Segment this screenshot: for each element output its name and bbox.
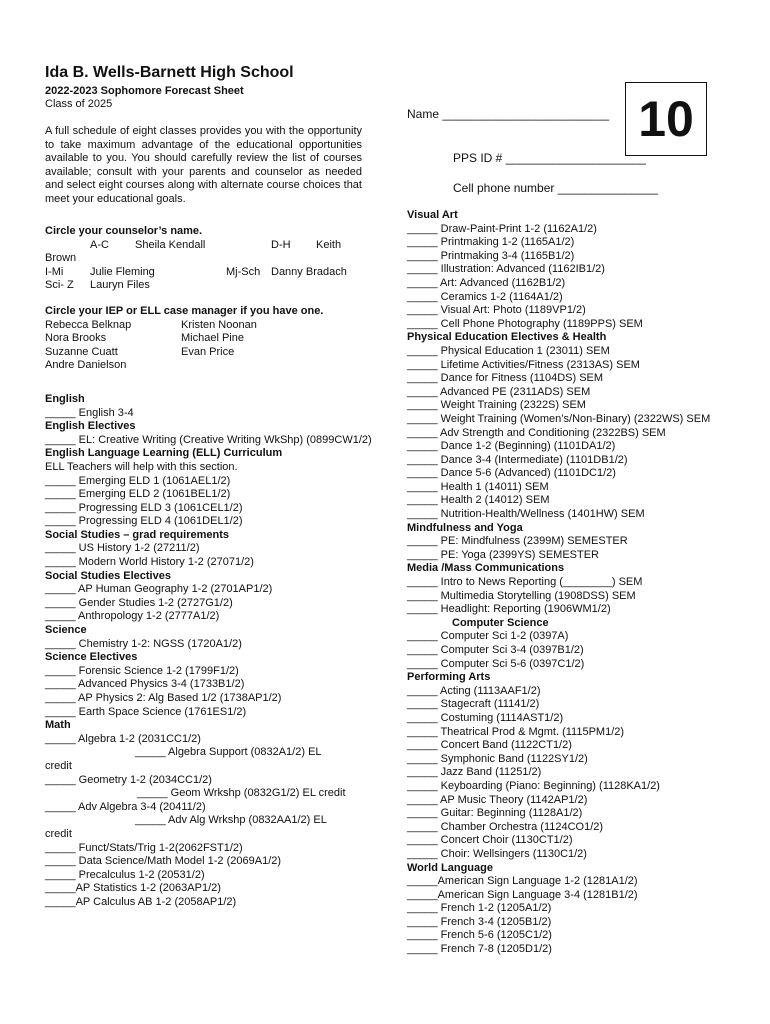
course-option[interactable]: _____ Dance 5-6 (Advanced) (1101DC1/2): [407, 467, 616, 480]
course-option[interactable]: _____ Costuming (1114AST1/2): [407, 711, 564, 724]
course-option[interactable]: _____ Data Science/Math Model 1-2 (2069A1/2): [45, 855, 282, 868]
course-option[interactable]: _____ Geom Wrkshp (0832G1/2) EL credit: [137, 787, 346, 800]
course-option[interactable]: _____ Algebra Support (0832A1/2) EL: [135, 746, 322, 759]
course-option[interactable]: _____ EL: Creative Writing (Creative Writing WkShp) (0899CW1/2): [45, 433, 372, 446]
course-option[interactable]: _____ French 5-6 (1205C1/2): [407, 929, 552, 942]
right-course-list: [407, 209, 737, 957]
course-option[interactable]: _____AP Calculus AB 1-2 (2058AP1/2): [45, 895, 237, 908]
course-option[interactable]: _____ Jazz Band (11251/2): [407, 766, 542, 779]
counselor-range: D-H: [271, 238, 291, 251]
section-heading: Media /Mass Communications: [407, 562, 565, 575]
course-option[interactable]: _____ Illustration: Advanced (1162IB1/2): [407, 263, 605, 276]
iep-row[interactable]: [45, 346, 390, 360]
case-manager-name[interactable]: Andre Danielson: [45, 359, 127, 372]
section-heading: Social Studies Electives: [45, 569, 171, 582]
course-option[interactable]: _____ Advanced Physics 3-4 (1733B1/2): [45, 678, 245, 691]
case-manager-name[interactable]: Kristen Noonan: [181, 318, 257, 331]
class-of: Class of 2025: [45, 98, 113, 110]
course-option[interactable]: _____ French 7-8 (1205D1/2): [407, 943, 552, 956]
course-option[interactable]: _____ Emerging ELD 1 (1061AEL1/2): [45, 474, 231, 487]
course-option[interactable]: _____ Anthropology 1-2 (2777A1/2): [45, 610, 220, 623]
course-option[interactable]: _____American Sign Language 1-2 (1281A1/2): [407, 875, 638, 888]
section-heading: Math: [45, 719, 71, 732]
counselor-row[interactable]: [45, 266, 390, 280]
course-option[interactable]: _____ Printmaking 1-2 (1165A1/2): [407, 236, 575, 249]
course-option[interactable]: _____ Cell Phone Photography (1189PPS) SEM: [407, 317, 643, 330]
note-text: credit: [45, 759, 72, 772]
course-option[interactable]: _____ AP Human Geography 1-2 (2701AP1/2): [45, 583, 273, 596]
counselor-range: Mj-Sch: [226, 265, 261, 278]
course-option[interactable]: _____ Headlight: Reporting (1906WM1/2): [407, 603, 611, 616]
note-text: ELL Teachers will help with this section.: [45, 460, 238, 473]
section-heading: English Language Learning (ELL) Curriculum: [45, 447, 283, 460]
course-option[interactable]: _____ Dance 3-4 (Intermediate) (1101DB1/2): [407, 453, 628, 466]
course-option[interactable]: _____ Theatrical Prod & Mgmt. (1115PM1/2): [407, 725, 625, 738]
iep-heading: Circle your IEP or ELL case manager if you have one.: [45, 304, 324, 317]
course-option[interactable]: _____ Guitar: Beginning (1128A1/2): [407, 807, 583, 820]
section-heading: English: [45, 392, 85, 405]
intro-paragraph: A full schedule of eight classes provides you with the opportunity to take maximum advantage of the educational opportunities available to you. You should carefully review the list of courses available; consult with your parents and counselor as needed and select eight courses along with alternate course choices that meet your educational goals.: [45, 125, 362, 205]
counselor-name[interactable]: Julie Fleming: [90, 265, 155, 278]
counselor-row[interactable]: [45, 252, 390, 266]
course-option[interactable]: _____ AP Music Theory (1142AP1/2): [407, 793, 588, 806]
case-manager-name[interactable]: Evan Price: [181, 345, 235, 358]
course-option[interactable]: _____ Chamber Orchestra (1124CO1/2): [407, 820, 604, 833]
course-option[interactable]: _____ Health 1 (14011) SEM: [407, 480, 549, 493]
counselor-name[interactable]: Danny Bradach: [271, 265, 347, 278]
section-heading: Physical Education Electives & Health: [407, 331, 607, 344]
counselor-name[interactable]: Sheila Kendall: [135, 238, 206, 251]
course-option[interactable]: _____ PE: Mindfulness (2399M) SEMESTER: [407, 535, 628, 548]
course-option[interactable]: _____ Concert Choir (1130CT1/2): [407, 834, 573, 847]
section-heading: Mindfulness and Yoga: [407, 521, 523, 534]
case-manager-name[interactable]: Nora Brooks: [45, 332, 107, 345]
grade-box: 10: [625, 82, 707, 156]
course-option[interactable]: _____ Weight Training (Women’s/Non-Binary) (2322WS) SEM: [407, 412, 711, 425]
course-option[interactable]: _____ Computer Sci 5-6 (0397C1/2): [407, 657, 585, 670]
course-option[interactable]: _____ Draw-Paint-Print 1-2 (1162A1/2): [407, 222, 597, 235]
section-heading: Performing Arts: [407, 671, 491, 684]
course-option[interactable]: _____ Symphonic Band (1122SY1/2): [407, 752, 588, 765]
section-heading: Visual Art: [407, 209, 458, 221]
section-heading: Science: [45, 624, 87, 637]
counselor-row[interactable]: [45, 279, 390, 293]
course-option[interactable]: _____ Gender Studies 1-2 (2727G1/2): [45, 596, 233, 609]
course-option[interactable]: _____ US History 1-2 (27211/2): [45, 542, 200, 555]
course-option[interactable]: _____ AP Physics 2: Alg Based 1/2 (1738AP1/2): [45, 692, 282, 704]
course-option[interactable]: _____ Algebra 1-2 (2031CC1/2): [45, 732, 201, 745]
course-option[interactable]: _____ Geometry 1-2 (2034CC1/2): [45, 773, 212, 786]
course-option[interactable]: _____ Lifetime Activities/Fitness (2313AS) SEM: [407, 358, 640, 371]
course-option[interactable]: _____American Sign Language 3-4 (1281B1/2): [407, 888, 638, 901]
course-option[interactable]: _____ Precalculus 1-2 (20531/2): [45, 868, 205, 881]
course-option[interactable]: _____ Funct/Stats/Trig 1-2(2062FST1/2): [45, 841, 243, 854]
course-option[interactable]: _____ Choir: Wellsingers (1130C1/2): [407, 847, 587, 860]
course-option[interactable]: _____ Modern World History 1-2 (27071/2): [45, 556, 254, 569]
course-option[interactable]: _____ Chemistry 1-2: NGSS (1720A1/2): [45, 637, 242, 650]
course-option[interactable]: _____ Computer Sci 1-2 (0397A): [407, 630, 569, 643]
course-option[interactable]: _____ Acting (1113AAF1/2): [407, 684, 541, 697]
course-option[interactable]: _____ Progressing ELD 4 (1061DEL1/2): [45, 515, 243, 528]
case-manager-name[interactable]: Rebecca Belknap: [45, 318, 132, 331]
course-option[interactable]: _____ Nutrition-Health/Wellness (1401HW) SEM: [407, 508, 645, 521]
course-option[interactable]: _____ French 1-2 (1205A1/2): [407, 902, 552, 915]
note-text: credit: [45, 827, 72, 840]
course-option[interactable]: _____ Visual Art: Photo (1189VP1/2): [407, 304, 586, 317]
course-option[interactable]: _____AP Statistics 1-2 (2063AP1/2): [45, 882, 221, 895]
section-heading: World Language: [407, 861, 493, 874]
course-option[interactable]: _____ Intro to News Reporting (________) SEM: [407, 576, 643, 589]
section-heading: Computer Science: [452, 616, 549, 629]
iep-row[interactable]: [45, 319, 390, 333]
course-option[interactable]: _____ Adv Algebra 3-4 (20411/2): [45, 800, 206, 813]
section-heading: English Electives: [45, 420, 136, 433]
course-option[interactable]: _____ Art: Advanced (1162B1/2): [407, 276, 566, 289]
case-manager-name[interactable]: Michael Pine: [181, 332, 244, 345]
course-option[interactable]: _____ Dance 1-2 (Beginning) (1101DA1/2): [407, 440, 616, 453]
course-option[interactable]: _____ Earth Space Science (1761ES1/2): [45, 705, 247, 718]
course-option[interactable]: _____ Progressing ELD 3 (1061CEL1/2): [45, 501, 243, 514]
course-option[interactable]: _____ Concert Band (1122CT1/2): [407, 739, 572, 752]
course-option[interactable]: _____ Multimedia Storytelling (1908DSS) SEM: [407, 589, 636, 602]
iep-row[interactable]: [45, 332, 390, 346]
counselor-name[interactable]: Brown: [45, 252, 77, 265]
case-manager-name[interactable]: Suzanne Cuatt: [45, 345, 118, 358]
sheet-subtitle: 2022-2023 Sophomore Forecast Sheet: [45, 85, 244, 97]
course-option[interactable]: _____ French 3-4 (1205B1/2): [407, 915, 552, 928]
course-option[interactable]: _____ Physical Education 1 (23011) SEM: [407, 344, 610, 357]
course-option[interactable]: _____ Weight Training (2322S) SEM: [407, 399, 586, 412]
course-option[interactable]: _____ Stagecraft (11141/2): [407, 698, 540, 711]
pps-id-field[interactable]: PPS ID # _____________________: [453, 151, 646, 165]
course-option[interactable]: _____ PE: Yoga (2399YS) SEMESTER: [407, 548, 600, 561]
section-heading: Science Electives: [45, 651, 138, 664]
right-column: [407, 209, 737, 957]
counselor-range: A-C: [90, 238, 109, 251]
course-option[interactable]: _____ Adv Strength and Conditioning (2322BS) SEM: [407, 426, 666, 439]
course-option[interactable]: _____ Printmaking 3-4 (1165B1/2): [407, 249, 575, 262]
course-option[interactable]: _____ Emerging ELD 2 (1061BEL1/2): [45, 488, 231, 501]
counselor-name[interactable]: Keith: [316, 238, 342, 251]
left-course-list: [45, 393, 390, 910]
course-option[interactable]: _____ Computer Sci 3-4 (0397B1/2): [407, 644, 584, 656]
school-name: Ida B. Wells-Barnett High School: [45, 64, 294, 81]
course-option[interactable]: _____ Adv Alg Wrkshp (0832AA1/2) EL: [135, 814, 327, 827]
course-option[interactable]: _____ Advanced PE (2311ADS) SEM: [407, 385, 591, 398]
counselor-name[interactable]: Lauryn Files: [90, 279, 150, 292]
counselor-row[interactable]: [45, 239, 390, 253]
iep-row[interactable]: [45, 359, 390, 373]
counselor-range: Sci- Z: [45, 279, 74, 292]
course-option[interactable]: _____ Dance for Fitness (1104DS) SEM: [407, 372, 604, 385]
left-column: [45, 225, 390, 910]
course-option[interactable]: _____ Ceramics 1-2 (1164A1/2): [407, 290, 563, 303]
course-option[interactable]: _____ English 3-4: [45, 406, 134, 419]
cell-phone-field[interactable]: Cell phone number _______________: [453, 181, 658, 195]
counselor-heading: Circle your counselor’s name.: [45, 225, 203, 237]
section-heading: Social Studies – grad requirements: [45, 528, 230, 541]
name-field[interactable]: Name _________________________: [407, 107, 610, 121]
course-option[interactable]: _____ Keyboarding (Piano: Beginning) (1128KA1/2): [407, 779, 660, 792]
course-option[interactable]: _____ Health 2 (14012) SEM: [407, 494, 550, 507]
course-option[interactable]: _____ Forensic Science 1-2 (1799F1/2): [45, 664, 239, 677]
counselor-range: I-Mi: [45, 265, 64, 278]
